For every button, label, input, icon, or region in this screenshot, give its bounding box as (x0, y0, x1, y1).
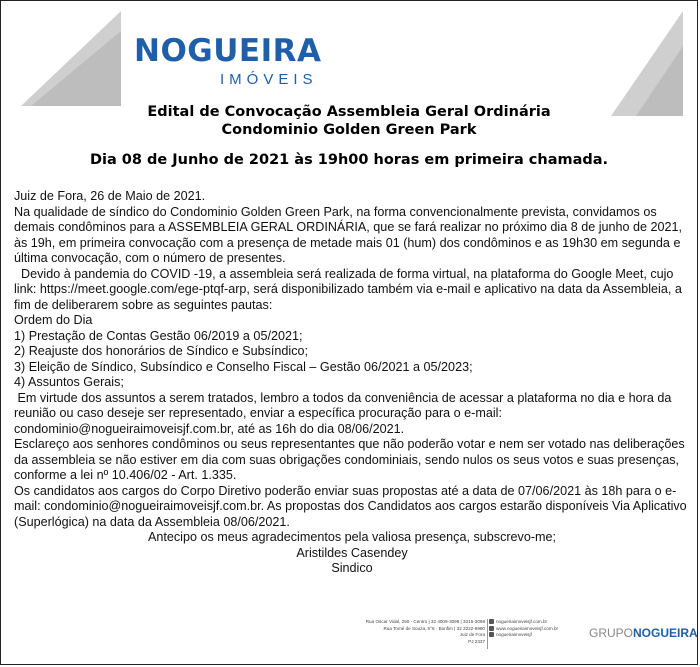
candidates-paragraph: Os candidatos aos cargos do Corpo Diretivo poderão enviar suas propostas até a data de 07/06/2021 às 18h para o e-mail: condominio@nogueiraimoveisjf.com.br. As propostas dos Candidatos aos cargos estarão disponíveis Via Aplicativo (Superlógica) na data da Assembleia 08/06/2021. (14, 483, 687, 529)
notice-body (14, 189, 690, 577)
agenda-item: 3) Eleição de Síndico, Subsíndico e Conselho Fiscal – Gestão 06/2021 a 05/2023; (14, 359, 473, 374)
logo-subtitle: IMÓVEIS (220, 71, 318, 88)
agenda-item: 1) Prestação de Contas Gestão 06/2019 a 05/2021; (14, 328, 303, 343)
pandemic-paragraph: Devido à pandemia do COVID -19, a assembleia será realizada de forma virtual, na plataforma do Google Meet, cujo link: https://meet.google.com/ege-ptqf-arp, será disponibilizado também via e-mail e aplicativo na data da Assembleia, a fim de deliberarem sobre as seguintes pautas: (14, 266, 682, 312)
logo-name: NOGUEIRA (134, 33, 322, 69)
social-icon (489, 632, 494, 637)
signer-name: Aristildes Casendey (296, 545, 408, 560)
footer-divider (487, 619, 488, 649)
decorative-shape-right (611, 11, 683, 116)
meeting-date: Dia 08 de Junho de 2021 às 19h00 horas em primeira chamada. (89, 152, 609, 168)
intro-paragraph: Na qualidade de síndico do Condominio Golden Green Park, na forma convencionalmente prevista, convidamos os demais condôminos para a ASSEMBLEIA GERAL ORDINÁRIA, que se fará realizar no próximo dia 8 de junho de 2021, às 19h, em primeira convocação com a presença de metade mais 01 (hum) dos condôminos e as 19h30 em segunda e última convocação, com o número de presentes. (14, 204, 683, 265)
footer-contacts: nogueiraimoveisjf.com.br www.nogueiraimoveisjf.com.br nogueiraimoveisjf (489, 619, 558, 639)
place-date: Juiz de Fora, 26 de Maio de 2021. (14, 189, 206, 203)
footer-address: Rua Oscar Vidal, 250 · Centro | 32 4009-3098 | 3215-3098 Rua Tomé de Souza, 5°8 · Bonfim | 32 3222-6980 Juiz de Fora PJ 2337 (365, 619, 485, 644)
group-logo: GRUPONOGUEIRA (589, 626, 698, 640)
signer-role: Sindico (331, 561, 373, 575)
clarification-paragraph: Esclareço aos senhores condôminos ou seus representantes que não poderão votar e nem ser votado nas deliberações da assembleia se não estiver em dia com suas obrigações condominiais, sendo nulos os seus votos e suas presenças, conforme a lei nº 10.406/02 - Art. 1.335. (14, 437, 685, 482)
footer (1, 616, 697, 666)
thanks-line: Antecipo os meus agradecimentos pela valiosa presença, subscrevo-me; (147, 530, 557, 544)
condominium-name: Condominio Golden Green Park (221, 122, 477, 138)
mail-icon (489, 626, 494, 631)
agenda-item: 4) Assuntos Gerais; (14, 375, 124, 389)
company-logo (134, 33, 322, 88)
decorative-shape-left (21, 11, 121, 106)
globe-icon (489, 619, 494, 624)
reminder-paragraph: Em virtude dos assuntos a serem tratados, lembro a todos da conveniência de acessar a plataforma no dia e hora da reunião ou caso deseje ser representado, enviar a específica procuração para o e-mail: condominio@nogueiraimoveisjf.com.br, até as 16h do dia 08/06/2021. (14, 390, 672, 436)
notice-title: Edital de Convocação Assembleia Geral Ordinária (147, 104, 551, 120)
agenda-item: 2) Reajuste dos honorários de Síndico e Subsíndico; (14, 344, 309, 358)
agenda-title: Ordem do Dia (14, 313, 93, 327)
